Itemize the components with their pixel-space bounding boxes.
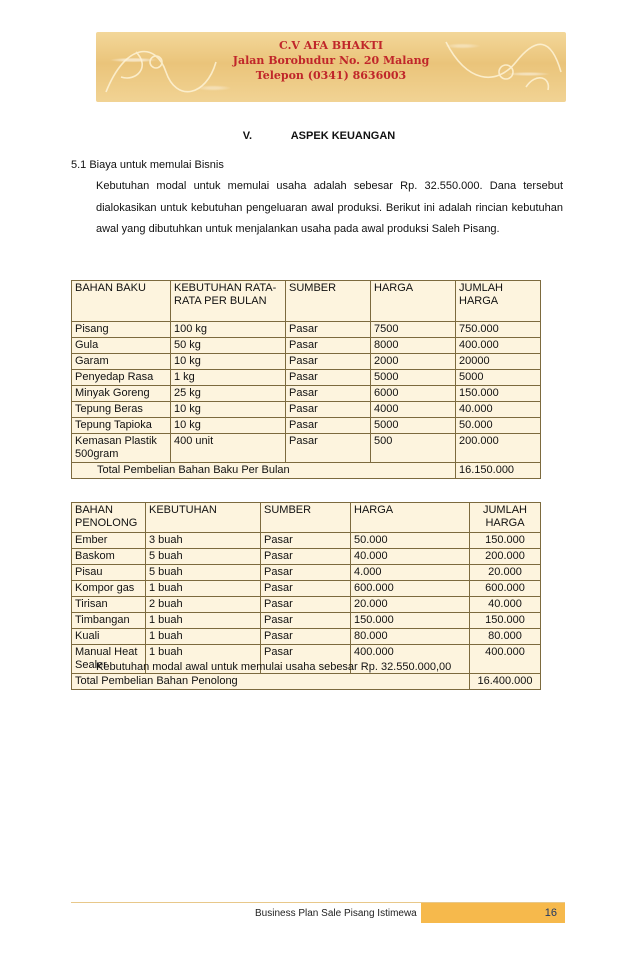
capital-summary-note: Kebutuhan modal awal untuk memulai usaha sebesar Rp. 32.550.000,00 [96, 661, 452, 673]
footer-title: Business Plan Sale Pisang Istimewa [255, 908, 417, 919]
header-cell: HARGA [371, 281, 456, 322]
cell: Kemasan Plastik 500gram [72, 434, 171, 463]
cell: 4000 [371, 402, 456, 418]
section-number: V. [242, 130, 253, 142]
cell: Manual Heat Sealer [72, 645, 146, 674]
header-cell: BAHAN BAKU [72, 281, 171, 322]
cell: 20.000 [470, 565, 541, 581]
cell: 2000 [371, 354, 456, 370]
cell: 1 buah [146, 613, 261, 629]
cell: 7500 [371, 322, 456, 338]
cell: 1 buah [146, 629, 261, 645]
cell: 100 kg [171, 322, 286, 338]
cell: 1 kg [171, 370, 286, 386]
cell: 4.000 [351, 565, 470, 581]
cell: Pasar [261, 613, 351, 629]
table-row [72, 549, 541, 565]
cell: Penyedap Rasa [72, 370, 171, 386]
cell: Tepung Beras [72, 402, 171, 418]
intro-paragraph: Kebutuhan modal untuk memulai usaha adalah sebesar Rp. 32.550.000. Dana tersebut dialokasikan untuk kebutuhan pengeluaran awal produksi. Berikut ini adalah rincian kebutuhan awal yang dibutuhkan untuk menjalankan usaha pada awal produksi Saleh Pisang. [96, 180, 563, 235]
table-header-row [72, 503, 541, 533]
cell: Pasar [286, 402, 371, 418]
cell: Pasar [261, 645, 351, 674]
cell: 400.000 [470, 645, 541, 674]
cell: Pasar [286, 370, 371, 386]
table-row [72, 565, 541, 581]
table-row [72, 370, 541, 386]
cell: 50 kg [171, 338, 286, 354]
table-row [72, 613, 541, 629]
cell: 20.000 [351, 597, 470, 613]
cell: 5000 [371, 370, 456, 386]
cell: 40.000 [456, 402, 541, 418]
cell: 10 kg [171, 402, 286, 418]
table-row [72, 402, 541, 418]
cell: Pasar [286, 434, 371, 463]
cell: 200.000 [456, 434, 541, 463]
cell: Pisang [72, 322, 171, 338]
cell: Pasar [261, 565, 351, 581]
cell: Pisau [72, 565, 146, 581]
cell: 400 unit [171, 434, 286, 463]
header-cell: KEBUTUHAN [146, 503, 261, 533]
cell: 80.000 [351, 629, 470, 645]
cell: 40.000 [351, 549, 470, 565]
cell: Tirisan [72, 597, 146, 613]
table-row [72, 581, 541, 597]
cell: Pasar [286, 338, 371, 354]
table-row [72, 434, 541, 463]
header-cell: SUMBER [286, 281, 371, 322]
cell: 6000 [371, 386, 456, 402]
table-row [72, 629, 541, 645]
header-cell: HARGA [351, 503, 470, 533]
total-row [72, 463, 541, 479]
cell: Minyak Goreng [72, 386, 171, 402]
table-row [72, 597, 541, 613]
cell: 400.000 [456, 338, 541, 354]
cell: Pasar [286, 354, 371, 370]
cell: 40.000 [470, 597, 541, 613]
header-cell: BAHAN PENOLONG [72, 503, 146, 533]
page-number: 16 [544, 907, 557, 919]
cell: 150.000 [351, 613, 470, 629]
cell: 10 kg [171, 418, 286, 434]
raw-materials-table [71, 280, 541, 479]
table-row [72, 338, 541, 354]
cell: Tepung Tapioka [72, 418, 171, 434]
cell: Garam [72, 354, 171, 370]
cell: 200.000 [470, 549, 541, 565]
cell: 750.000 [456, 322, 541, 338]
cell: Ember [72, 533, 146, 549]
cell: Pasar [261, 629, 351, 645]
section-heading [0, 130, 638, 142]
cell: 5 buah [146, 549, 261, 565]
company-phone: Telepon (0341) 8636003 [255, 69, 407, 82]
cell: 50.000 [351, 533, 470, 549]
cell: Gula [72, 338, 171, 354]
cell: 1 buah [146, 581, 261, 597]
table-row [72, 354, 541, 370]
cell: 600.000 [470, 581, 541, 597]
total-row [72, 674, 541, 690]
cell: Baskom [72, 549, 146, 565]
total-value: 16.400.000 [470, 674, 541, 690]
cell: Pasar [261, 581, 351, 597]
table-header-row [72, 281, 541, 322]
cell: 20000 [456, 354, 541, 370]
cell: Kuali [72, 629, 146, 645]
section-title: ASPEK KEUANGAN [290, 130, 396, 142]
cell: Pasar [261, 597, 351, 613]
table-row [72, 322, 541, 338]
cell: Pasar [286, 418, 371, 434]
cell: Pasar [261, 533, 351, 549]
page-number-box [421, 903, 565, 923]
letterhead-banner [96, 32, 566, 102]
cell: 80.000 [470, 629, 541, 645]
cell: 150.000 [456, 386, 541, 402]
table-row [72, 386, 541, 402]
cell: 25 kg [171, 386, 286, 402]
cell: Pasar [286, 322, 371, 338]
cell: 50.000 [456, 418, 541, 434]
company-name: C.V AFA BHAKTI [279, 39, 383, 52]
cell: 10 kg [171, 354, 286, 370]
cell: 5000 [371, 418, 456, 434]
total-label: Total Pembelian Bahan Baku Per Bulan [72, 463, 456, 479]
cell: 8000 [371, 338, 456, 354]
header-cell: SUMBER [261, 503, 351, 533]
cell: 150.000 [470, 613, 541, 629]
total-label: Total Pembelian Bahan Penolong [72, 674, 470, 690]
cell: 1 buah [146, 645, 261, 674]
cell: 5 buah [146, 565, 261, 581]
cell: 2 buah [146, 597, 261, 613]
cell: Kompor gas [72, 581, 146, 597]
total-value: 16.150.000 [456, 463, 541, 479]
cell: 3 buah [146, 533, 261, 549]
cell: 5000 [456, 370, 541, 386]
company-address: Jalan Borobudur No. 20 Malang [232, 54, 430, 67]
table-row [72, 418, 541, 434]
cell: 600.000 [351, 581, 470, 597]
table-row [72, 533, 541, 549]
cell: 400.000 [351, 645, 470, 674]
header-cell: KEBUTUHAN RATA-RATA PER BULAN [171, 281, 286, 322]
cell: 500 [371, 434, 456, 463]
cell: Timbangan [72, 613, 146, 629]
cell: Pasar [261, 549, 351, 565]
cell: Pasar [286, 386, 371, 402]
subsection-heading: 5.1 Biaya untuk memulai Bisnis [71, 159, 224, 171]
header-cell: JUMLAH HARGA [470, 503, 541, 533]
header-cell: JUMLAH HARGA [456, 281, 541, 322]
cell: 150.000 [470, 533, 541, 549]
